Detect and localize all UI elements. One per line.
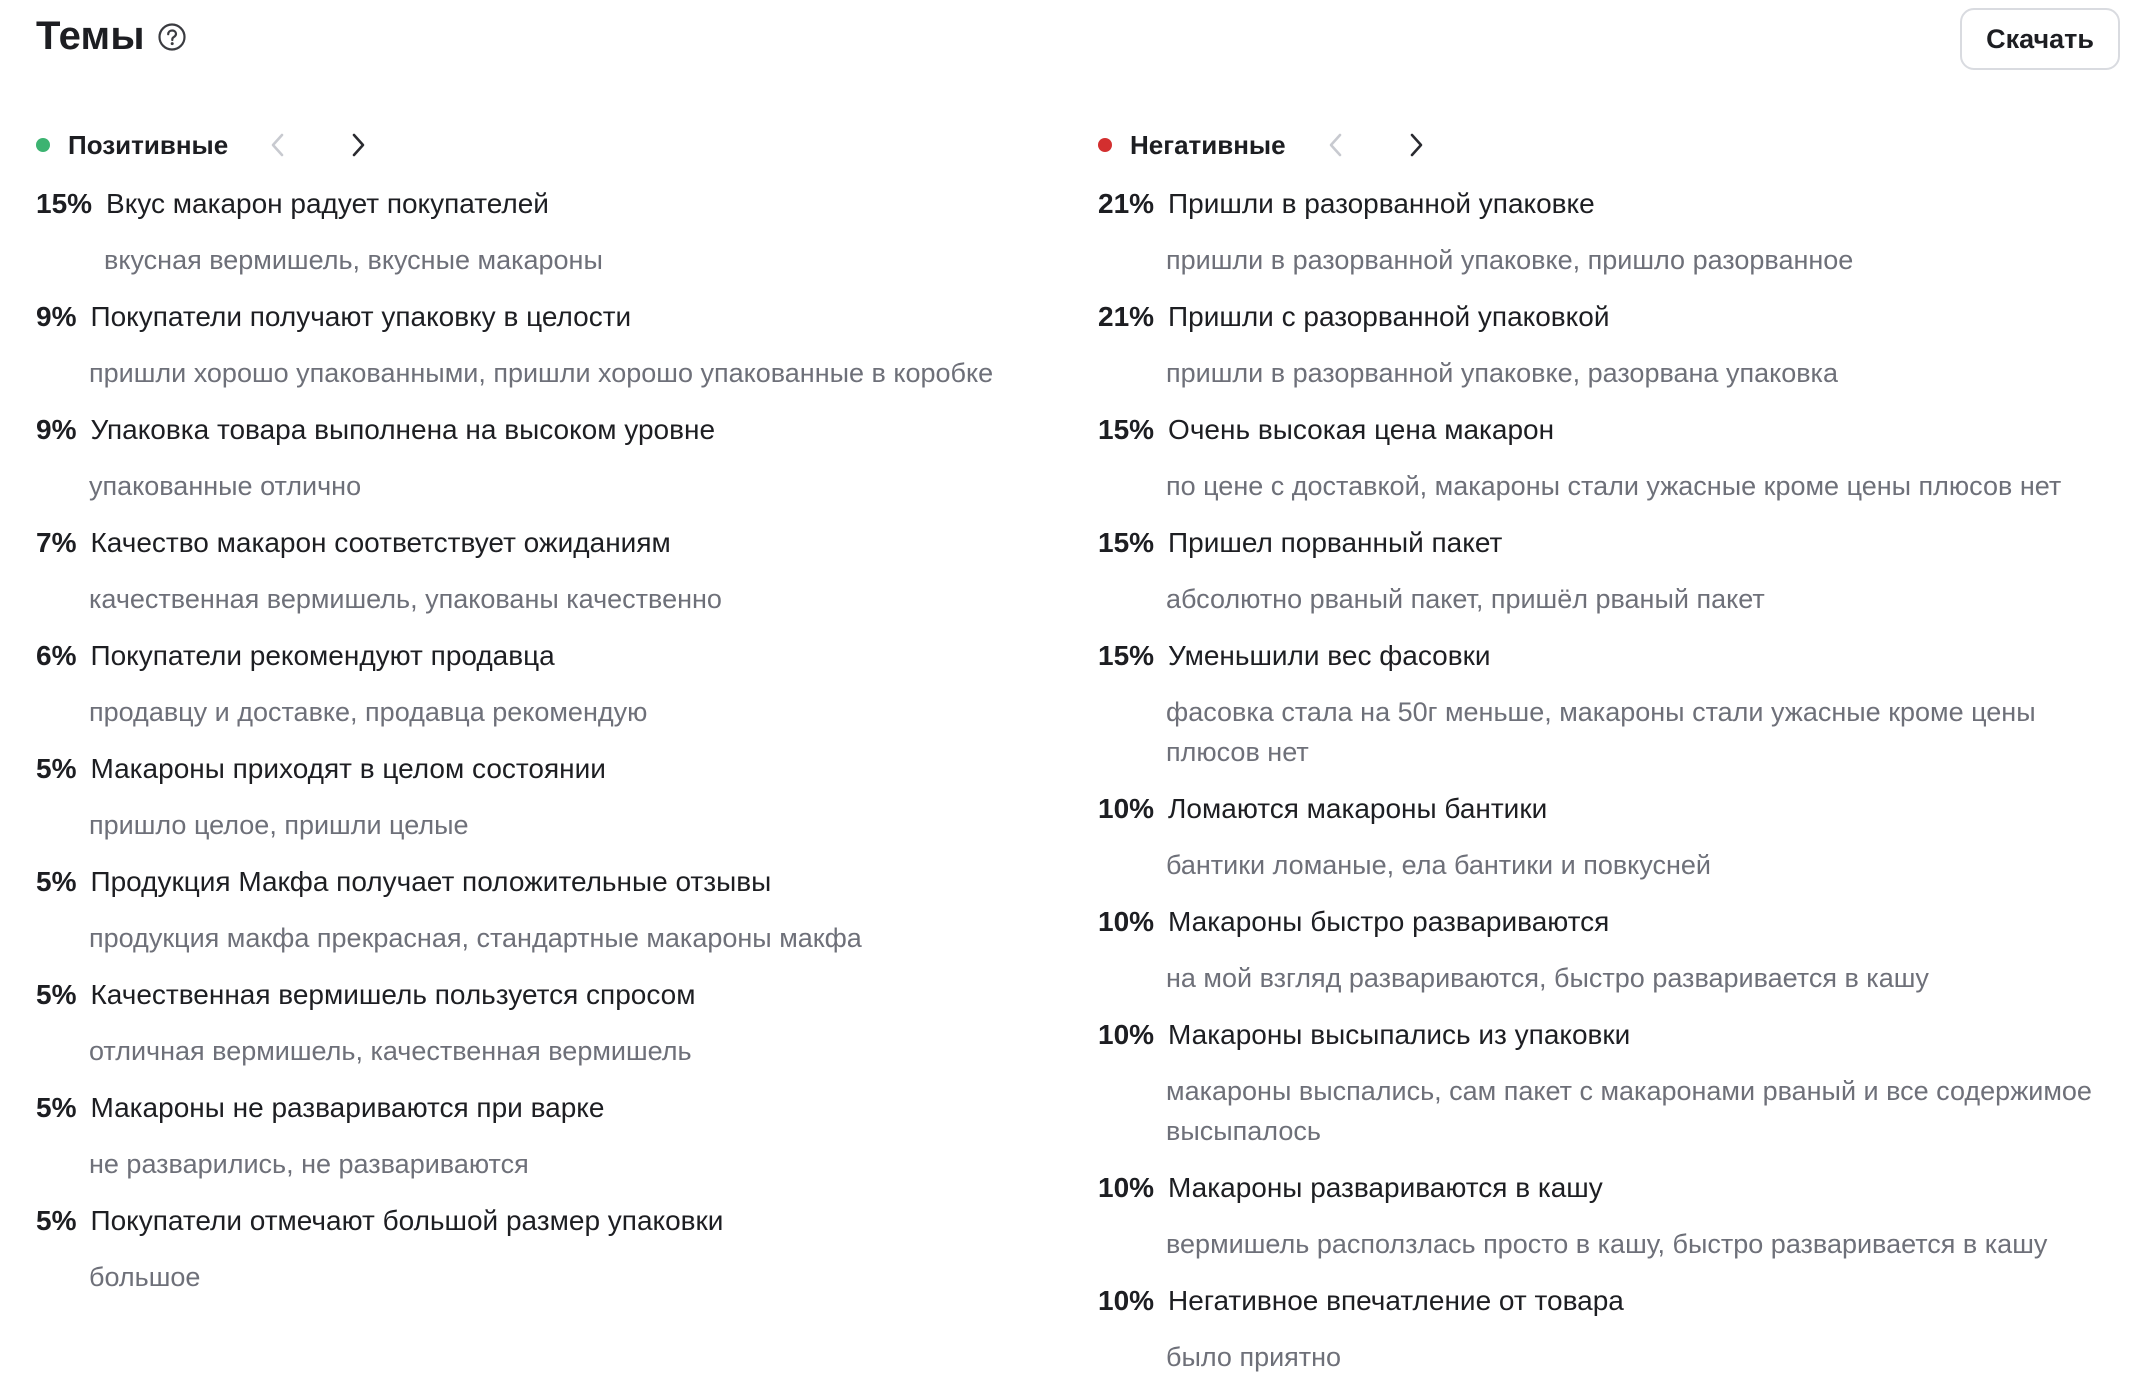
positive-column xyxy=(36,120,1056,1314)
topic-line xyxy=(36,749,1056,789)
topic-percent: 5% xyxy=(36,979,77,1010)
chevron-right-icon xyxy=(1406,131,1426,159)
page-title xyxy=(36,14,187,59)
negative-topic xyxy=(1098,1015,2128,1151)
negative-prev-button[interactable] xyxy=(1316,125,1356,165)
topic-percent: 10% xyxy=(1098,1019,1155,1050)
topic-percent: 15% xyxy=(1098,527,1155,558)
topic-line xyxy=(36,636,1056,676)
chevron-left-icon xyxy=(268,131,288,159)
negative-title: Негативные xyxy=(1130,129,1286,160)
topic-examples: вкусная вермишель, вкусные макароны xyxy=(104,245,603,275)
topic-title: Пришли с разорванной упаковкой xyxy=(1168,301,1610,332)
topic-percent: 10% xyxy=(1098,793,1155,824)
topic-examples: на мой взгляд развариваются, быстро разваривается в кашу xyxy=(1166,963,1929,993)
topic-title: Уменьшили вес фасовки xyxy=(1168,640,1491,671)
positive-topic xyxy=(36,862,1056,958)
topic-percent: 15% xyxy=(1098,414,1155,445)
topic-examples: продавцу и доставке, продавца рекомендую xyxy=(89,697,648,727)
positive-topic xyxy=(36,636,1056,732)
topic-title: Продукция Макфа получает положительные отзывы xyxy=(90,866,772,897)
negative-next-button[interactable] xyxy=(1396,125,1436,165)
topic-line xyxy=(1098,1281,2128,1321)
topic-line xyxy=(1098,636,2128,676)
topic-percent: 15% xyxy=(36,188,93,219)
negative-topic xyxy=(1098,1168,2128,1264)
topic-line xyxy=(36,862,1056,902)
topic-line xyxy=(36,184,1056,224)
topic-percent: 10% xyxy=(1098,1285,1155,1316)
topic-title: Качественная вермишель пользуется спросом xyxy=(90,979,696,1010)
positive-title: Позитивные xyxy=(68,129,229,160)
negative-topic xyxy=(1098,789,2128,885)
positive-topic-list xyxy=(36,184,1056,1297)
topic-examples: пришли в разорванной упаковке, разорвана упаковка xyxy=(1166,358,1838,388)
topic-percent: 10% xyxy=(1098,906,1155,937)
topic-examples: фасовка стала на 50г меньше, макароны стали ужасные кроме цены плюсов нет xyxy=(1166,697,2036,767)
topic-line xyxy=(1098,902,2128,942)
topic-title: Ломаются макароны бантики xyxy=(1168,793,1548,824)
topic-examples: пришло целое, пришли целые xyxy=(89,810,469,840)
topic-title: Негативное впечатление от товара xyxy=(1168,1285,1624,1316)
topic-percent: 21% xyxy=(1098,301,1155,332)
negative-topic-list xyxy=(1098,184,2128,1377)
topic-title: Макароны быстро развариваются xyxy=(1168,906,1610,937)
page-title-text: Темы xyxy=(36,14,145,58)
positive-topic xyxy=(36,749,1056,845)
chevron-left-icon xyxy=(1326,131,1346,159)
positive-topic xyxy=(36,410,1056,506)
topic-line xyxy=(36,1088,1056,1128)
topic-percent: 10% xyxy=(1098,1172,1155,1203)
positive-prev-button[interactable] xyxy=(258,125,298,165)
negative-topic xyxy=(1098,636,2128,772)
topic-title: Макароны не развариваются при варке xyxy=(90,1092,605,1123)
topic-examples: упакованные отлично xyxy=(89,471,362,501)
negative-header xyxy=(1098,120,2128,170)
topic-examples: не разварились, не развариваются xyxy=(89,1149,529,1179)
topic-title: Макароны высыпались из упаковки xyxy=(1168,1019,1631,1050)
topic-line xyxy=(1098,410,2128,450)
topic-percent: 5% xyxy=(36,866,77,897)
topic-examples: большое xyxy=(89,1262,201,1292)
topic-line xyxy=(1098,1015,2128,1055)
download-button[interactable]: Скачать xyxy=(1960,8,2120,70)
topic-examples: вермишель расползлась просто в кашу, быстро разваривается в кашу xyxy=(1166,1229,2048,1259)
topic-examples: макароны выспались, сам пакет с макаронами рваный и все содержимое высыпалось xyxy=(1166,1076,2092,1146)
positive-next-button[interactable] xyxy=(338,125,378,165)
positive-topic xyxy=(36,184,1056,280)
topic-examples: качественная вермишель, упакованы качественно xyxy=(89,584,722,614)
topic-title: Упаковка товара выполнена на высоком уровне xyxy=(90,414,716,445)
topic-title: Вкус макарон радует покупателей xyxy=(106,188,549,219)
negative-topic xyxy=(1098,184,2128,280)
topic-examples: по цене с доставкой, макароны стали ужасные кроме цены плюсов нет xyxy=(1166,471,2062,501)
topic-line xyxy=(1098,297,2128,337)
topic-title: Покупатели отмечают большой размер упаковки xyxy=(90,1205,724,1236)
help-icon[interactable] xyxy=(157,22,187,52)
topic-percent: 9% xyxy=(36,301,77,332)
topic-examples: отличная вермишель, качественная вермишель xyxy=(89,1036,692,1066)
topic-line xyxy=(36,975,1056,1015)
chevron-right-icon xyxy=(348,131,368,159)
topic-line xyxy=(1098,184,2128,224)
topic-percent: 5% xyxy=(36,1092,77,1123)
topic-title: Покупатели получают упаковку в целости xyxy=(90,301,632,332)
positive-topic xyxy=(36,1088,1056,1184)
topic-percent: 7% xyxy=(36,527,77,558)
topic-title: Качество макарон соответствует ожиданиям xyxy=(90,527,671,558)
topic-examples: абсолютно рваный пакет, пришёл рваный пакет xyxy=(1166,584,1765,614)
topic-line xyxy=(36,297,1056,337)
negative-topic xyxy=(1098,1281,2128,1377)
topic-line xyxy=(1098,523,2128,563)
negative-topic xyxy=(1098,902,2128,998)
topic-examples: пришли хорошо упакованными, пришли хорошо упакованные в коробке xyxy=(89,358,994,388)
topic-title: Очень высокая цена макарон xyxy=(1168,414,1555,445)
negative-column xyxy=(1098,120,2128,1394)
topic-title: Пришел порванный пакет xyxy=(1168,527,1503,558)
positive-topic xyxy=(36,523,1056,619)
negative-topic xyxy=(1098,297,2128,393)
topic-title: Макароны развариваются в кашу xyxy=(1168,1172,1603,1203)
topic-examples: бантики ломаные, ела бантики и повкусней xyxy=(1166,850,1711,880)
topic-title: Пришли в разорванной упаковке xyxy=(1168,188,1595,219)
topic-examples: было приятно xyxy=(1166,1342,1342,1372)
positive-header xyxy=(36,120,1056,170)
topic-percent: 6% xyxy=(36,640,77,671)
positive-topic xyxy=(36,1201,1056,1297)
topic-line xyxy=(36,1201,1056,1241)
topic-examples: продукция макфа прекрасная, стандартные макароны макфа xyxy=(89,923,862,953)
topic-title: Покупатели рекомендуют продавца xyxy=(90,640,555,671)
topic-line xyxy=(1098,789,2128,829)
topic-examples: пришли в разорванной упаковке, пришло разорванное xyxy=(1166,245,1854,275)
positive-topic xyxy=(36,975,1056,1071)
topic-percent: 15% xyxy=(1098,640,1155,671)
topic-percent: 5% xyxy=(36,1205,77,1236)
topic-percent: 21% xyxy=(1098,188,1155,219)
topic-line xyxy=(36,410,1056,450)
positive-topic xyxy=(36,297,1056,393)
negative-topic xyxy=(1098,410,2128,506)
header xyxy=(0,0,2156,90)
negative-dot-icon xyxy=(1098,138,1112,152)
positive-dot-icon xyxy=(36,138,50,152)
negative-topic xyxy=(1098,523,2128,619)
topic-percent: 9% xyxy=(36,414,77,445)
topic-line xyxy=(36,523,1056,563)
topic-line xyxy=(1098,1168,2128,1208)
topic-title: Макароны приходят в целом состоянии xyxy=(90,753,606,784)
topic-percent: 5% xyxy=(36,753,77,784)
